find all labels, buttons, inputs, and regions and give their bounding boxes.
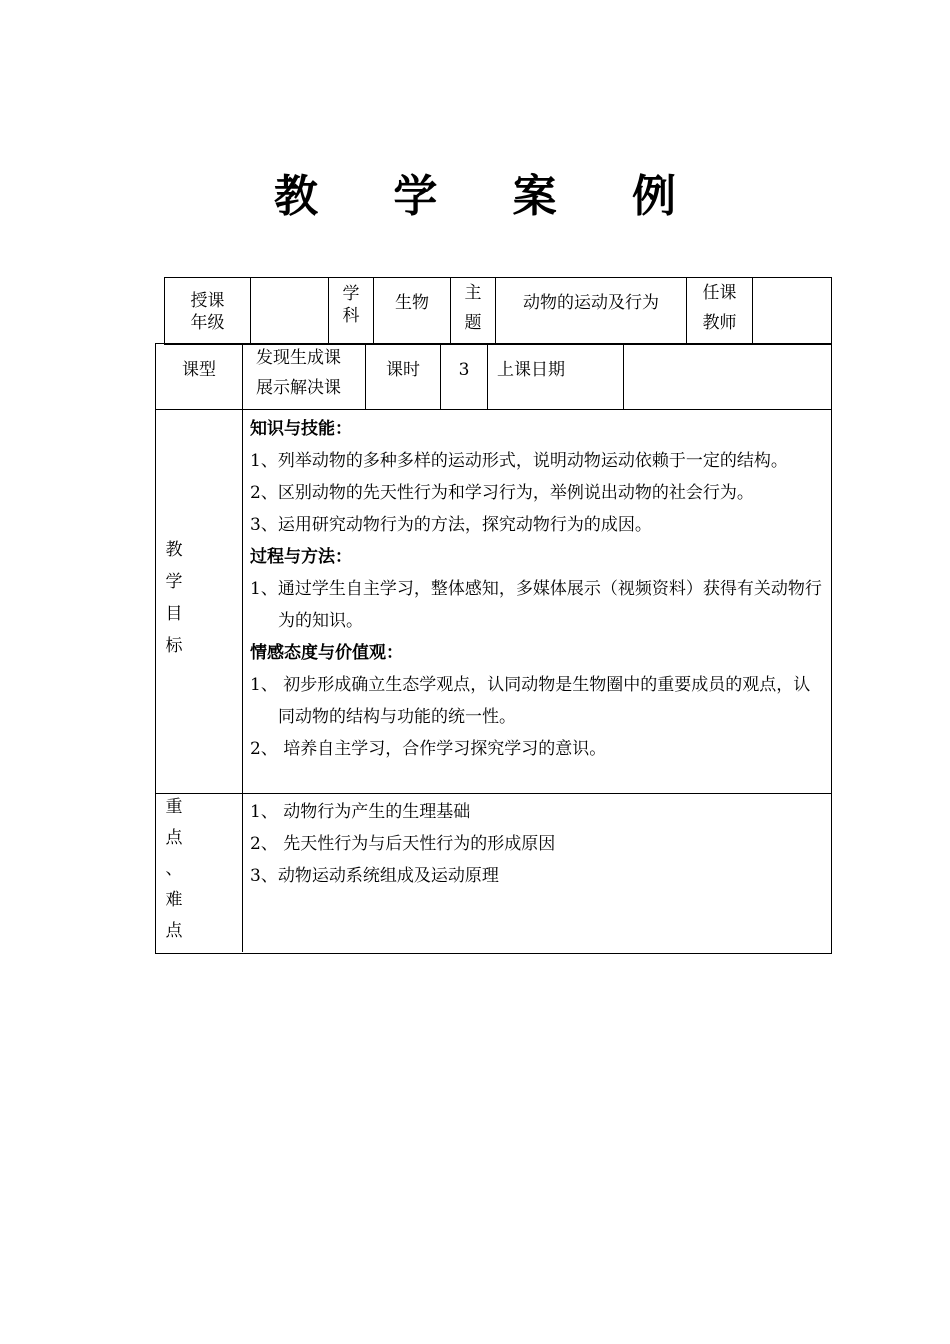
objectives-label-char: 目 <box>165 604 183 624</box>
process-heading: 过程与方法： <box>250 547 352 567</box>
type-value <box>256 343 361 403</box>
topic-label-line: 主 <box>464 283 482 303</box>
objective-item: 1、列举动物的多种多样的运动形式，说明动物运动依赖于一定的结构。 <box>250 451 788 471</box>
grade-label <box>165 290 250 334</box>
divider <box>487 343 488 409</box>
knowledge-heading: 知识与技能： <box>250 419 352 439</box>
topic-label <box>451 278 495 338</box>
key-points-label <box>163 792 185 947</box>
objectives-content <box>250 413 822 765</box>
objective-item: 1、 初步形成确立生态学观点，认同动物是生物圈中的重要成员的观点，认同动物的结构与功能的统一性。 <box>250 675 811 727</box>
key-points-label-char: 、 <box>165 859 183 879</box>
divider <box>242 343 243 952</box>
subject-label-line: 学 <box>342 284 360 304</box>
subject-label-line: 科 <box>342 306 360 326</box>
grade-label-line: 年级 <box>190 313 225 333</box>
key-points-label-char: 点 <box>165 828 183 848</box>
objectives-label-char: 教 <box>165 540 183 560</box>
attitude-heading: 情感态度与价值观： <box>250 643 403 663</box>
key-point-item: 3、动物运动系统组成及运动原理 <box>250 866 499 886</box>
topic-value: 动物的运动及行为 <box>523 293 659 313</box>
objective-item: 1、通过学生自主学习，整体感知，多媒体展示（视频资料）获得有关动物行为的知识。 <box>250 579 822 631</box>
page-title: 教 学 案 例 <box>274 171 706 222</box>
divider <box>623 343 624 409</box>
objective-item: 3、运用研究动物行为的方法，探究动物行为的成因。 <box>250 515 652 535</box>
objective-item: 2、区别动物的先天性行为和学习行为，举例说出动物的社会行为。 <box>250 483 754 503</box>
divider <box>752 277 753 343</box>
objectives-label-char: 标 <box>165 636 183 656</box>
grade-label-line: 授课 <box>190 291 225 311</box>
teacher-label-line: 任课 <box>702 283 737 303</box>
type-label: 课型 <box>182 360 216 380</box>
divider <box>155 793 831 794</box>
teacher-label <box>687 278 752 338</box>
divider <box>155 409 831 410</box>
key-point-item: 2、 先天性行为与后天性行为的形成原因 <box>250 834 556 854</box>
objective-item: 2、 培养自主学习，合作学习探究学习的意识。 <box>250 739 607 759</box>
objectives-label-char: 学 <box>165 572 183 592</box>
type-value-line: 发现生成课 <box>256 348 341 368</box>
hours-label: 课时 <box>386 360 420 380</box>
topic-label-line: 题 <box>464 313 482 333</box>
key-points-label-char: 点 <box>165 921 183 941</box>
date-label: 上课日期 <box>497 360 565 380</box>
objectives-label <box>163 534 185 662</box>
hours-value: 3 <box>458 360 470 380</box>
key-points-label-char: 重 <box>165 797 183 817</box>
key-point-item: 1、 动物行为产生的生理基础 <box>250 802 471 822</box>
subject-value: 生物 <box>395 293 429 313</box>
divider <box>250 277 251 343</box>
subject-label <box>329 283 373 327</box>
teacher-label-line: 教师 <box>702 313 737 333</box>
key-points-label-char: 难 <box>165 890 183 910</box>
key-points-content <box>250 796 822 892</box>
type-value-line: 展示解决课 <box>256 378 341 398</box>
